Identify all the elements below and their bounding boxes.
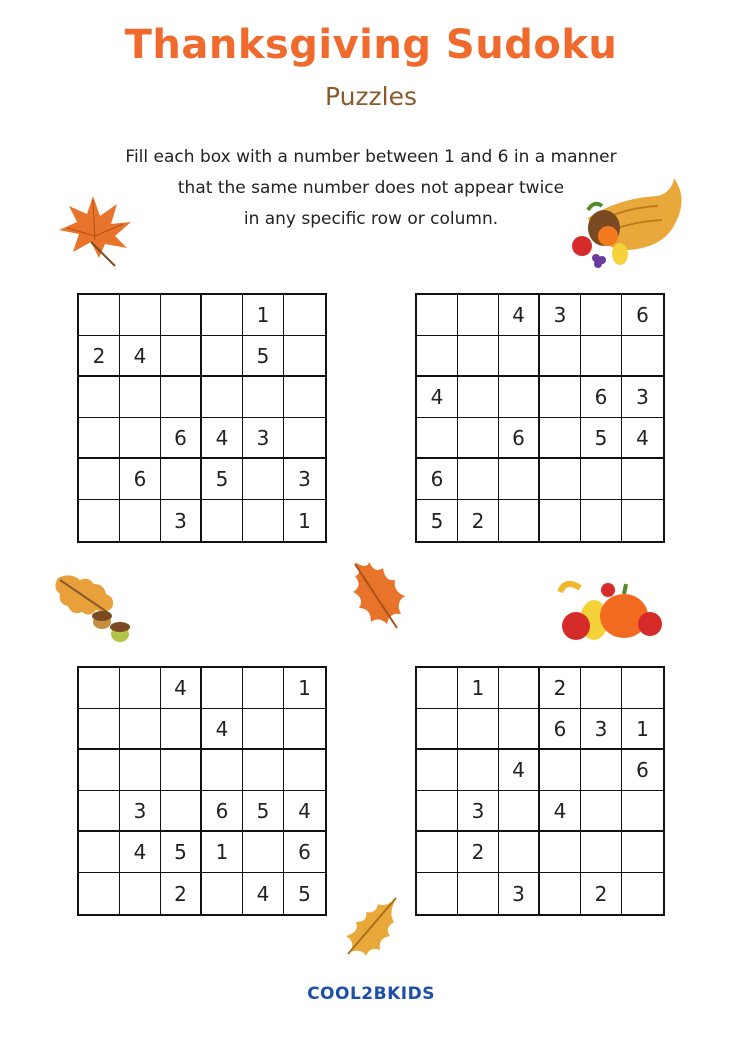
sudoku-cell[interactable] (499, 709, 540, 750)
sudoku-cell[interactable] (417, 832, 458, 873)
sudoku-cell[interactable]: 4 (417, 377, 458, 418)
sudoku-cell[interactable]: 4 (284, 791, 325, 832)
instruction-line: in any specific row or column. (243, 209, 499, 229)
sudoku-cell[interactable] (417, 418, 458, 459)
sudoku-cell[interactable] (161, 750, 202, 791)
sudoku-cell[interactable] (120, 750, 161, 791)
sudoku-cell[interactable] (161, 336, 202, 377)
sudoku-cell[interactable]: 5 (161, 832, 202, 873)
logo-text: COOL (307, 984, 362, 1004)
sudoku-cell[interactable] (79, 418, 120, 459)
sudoku-cell[interactable] (79, 873, 120, 914)
sudoku-cell[interactable] (622, 873, 663, 914)
sudoku-cell[interactable] (458, 459, 499, 500)
sudoku-cell[interactable]: 3 (284, 459, 325, 500)
yellow-leaf-icon (338, 894, 402, 958)
sudoku-cell[interactable]: 2 (540, 668, 581, 709)
sudoku-cell[interactable]: 5 (243, 791, 284, 832)
page-title: Thanksgiving Sudoku (124, 22, 618, 68)
sudoku-cell[interactable] (581, 832, 622, 873)
sudoku-cell[interactable]: 1 (622, 709, 663, 750)
sudoku-cell[interactable] (581, 336, 622, 377)
sudoku-cell[interactable]: 4 (499, 750, 540, 791)
sudoku-cell[interactable] (243, 500, 284, 541)
sudoku-cell[interactable]: 4 (499, 295, 540, 336)
sudoku-cell[interactable] (540, 336, 581, 377)
sudoku-cell[interactable] (622, 459, 663, 500)
sudoku-cell[interactable] (417, 668, 458, 709)
sudoku-puzzle-3 (77, 666, 327, 916)
sudoku-cell[interactable]: 4 (243, 873, 284, 914)
sudoku-cell[interactable] (622, 791, 663, 832)
sudoku-cell[interactable]: 6 (202, 791, 243, 832)
sudoku-cell[interactable] (581, 791, 622, 832)
sudoku-cell[interactable]: 6 (622, 295, 663, 336)
sudoku-cell[interactable]: 1 (202, 832, 243, 873)
sudoku-cell[interactable] (284, 709, 325, 750)
sudoku-cell[interactable] (622, 668, 663, 709)
sudoku-cell[interactable] (243, 832, 284, 873)
sudoku-cell[interactable]: 4 (202, 709, 243, 750)
sudoku-cell[interactable]: 2 (458, 500, 499, 541)
sudoku-cell[interactable] (581, 500, 622, 541)
sudoku-cell[interactable]: 5 (581, 418, 622, 459)
sudoku-cell[interactable] (622, 832, 663, 873)
sudoku-cell[interactable] (458, 336, 499, 377)
instruction-line: Fill each box with a number between 1 and 6 in a manner (125, 147, 617, 167)
sudoku-cell[interactable] (243, 668, 284, 709)
sudoku-puzzle-1 (77, 293, 327, 543)
sudoku-cell[interactable]: 5 (298, 881, 311, 906)
sudoku-cell[interactable] (120, 668, 161, 709)
sudoku-cell[interactable] (202, 295, 243, 336)
sudoku-cell[interactable] (458, 377, 499, 418)
sudoku-cell[interactable] (120, 377, 161, 418)
sudoku-cell[interactable] (120, 418, 161, 459)
sudoku-cell[interactable] (79, 500, 120, 541)
sudoku-cell[interactable] (499, 500, 540, 541)
sudoku-cell[interactable] (458, 873, 499, 914)
sudoku-cell[interactable] (622, 500, 663, 541)
sudoku-cell[interactable] (458, 295, 499, 336)
sudoku-cell[interactable] (540, 832, 581, 873)
sudoku-cell[interactable]: 2 (458, 832, 499, 873)
sudoku-cell[interactable]: 2 (161, 873, 202, 914)
sudoku-cell[interactable] (284, 750, 325, 791)
sudoku-cell[interactable] (79, 832, 120, 873)
sudoku-cell[interactable] (79, 377, 120, 418)
sudoku-cell[interactable] (202, 750, 243, 791)
cornucopia-icon (568, 178, 688, 270)
sudoku-cell[interactable] (417, 336, 458, 377)
sudoku-cell[interactable] (243, 709, 284, 750)
sudoku-puzzle-4 (415, 666, 665, 916)
sudoku-cell[interactable] (120, 709, 161, 750)
sudoku-cell[interactable]: 4 (622, 418, 663, 459)
sudoku-cell[interactable] (581, 750, 622, 791)
sudoku-cell[interactable] (79, 295, 120, 336)
sudoku-cell[interactable] (284, 377, 325, 418)
sudoku-cell[interactable] (161, 295, 202, 336)
sudoku-cell[interactable] (417, 791, 458, 832)
sudoku-cell[interactable]: 6 (581, 377, 622, 418)
sudoku-cell[interactable] (540, 377, 581, 418)
sudoku-cell[interactable] (499, 791, 540, 832)
sudoku-cell[interactable] (581, 295, 622, 336)
sudoku-cell[interactable] (417, 295, 458, 336)
sudoku-cell[interactable] (161, 459, 202, 500)
sudoku-cell[interactable]: 6 (622, 750, 663, 791)
logo-text: BKIDS (373, 984, 435, 1004)
sudoku-cell[interactable]: 6 (540, 709, 581, 750)
sudoku-puzzle-2 (415, 293, 665, 543)
sudoku-cell[interactable]: 2 (581, 873, 622, 914)
sudoku-cell[interactable]: 3 (622, 377, 663, 418)
autumn-leaf-icon (345, 558, 413, 636)
sudoku-cell[interactable] (499, 336, 540, 377)
brand-logo (0, 984, 742, 1004)
sudoku-cell[interactable] (284, 336, 325, 377)
logo-text: 2 (361, 984, 374, 1004)
sudoku-cell[interactable]: 1 (284, 668, 325, 709)
sudoku-cell[interactable] (79, 668, 120, 709)
sudoku-cell[interactable] (458, 750, 499, 791)
sudoku-cell[interactable]: 6 (284, 832, 325, 873)
sudoku-cell[interactable]: 3 (243, 418, 284, 459)
sudoku-cell[interactable]: 6 (120, 459, 161, 500)
sudoku-cell[interactable] (458, 709, 499, 750)
pumpkin-apples-icon (556, 578, 668, 642)
sudoku-cell[interactable]: 1 (458, 668, 499, 709)
sudoku-cell[interactable] (499, 377, 540, 418)
sudoku-cell[interactable]: 3 (499, 873, 540, 914)
sudoku-cell[interactable] (79, 709, 120, 750)
oak-leaf-acorn-icon (52, 570, 134, 648)
sudoku-cell[interactable]: 3 (540, 295, 581, 336)
sudoku-cell[interactable] (540, 459, 581, 500)
sudoku-cell[interactable]: 3 (161, 500, 202, 541)
sudoku-cell[interactable] (540, 418, 581, 459)
sudoku-cell[interactable] (622, 336, 663, 377)
sudoku-cell[interactable]: 6 (499, 418, 540, 459)
sudoku-cell[interactable] (540, 750, 581, 791)
sudoku-cell[interactable] (202, 668, 243, 709)
sudoku-cell[interactable] (202, 500, 243, 541)
sudoku-cell[interactable] (120, 873, 161, 914)
sudoku-cell[interactable] (79, 791, 120, 832)
sudoku-cell[interactable]: 1 (298, 508, 311, 533)
sudoku-cell[interactable] (202, 873, 243, 914)
sudoku-cell[interactable] (417, 873, 458, 914)
sudoku-cell[interactable]: 4 (120, 336, 161, 377)
sudoku-cell[interactable] (120, 295, 161, 336)
sudoku-cell[interactable]: 5 (417, 500, 458, 541)
sudoku-cell[interactable]: 5 (202, 459, 243, 500)
sudoku-cell[interactable] (120, 500, 161, 541)
page-subtitle: Puzzles (324, 82, 418, 111)
sudoku-cell[interactable] (284, 295, 325, 336)
sudoku-cell[interactable]: 4 (540, 791, 581, 832)
sudoku-cell[interactable] (417, 709, 458, 750)
sudoku-cell[interactable]: 4 (120, 832, 161, 873)
sudoku-cell[interactable]: 5 (243, 336, 284, 377)
sudoku-cell[interactable] (581, 668, 622, 709)
sudoku-cell[interactable] (284, 418, 325, 459)
sudoku-cell[interactable]: 3 (458, 791, 499, 832)
sudoku-cell[interactable]: 3 (120, 791, 161, 832)
sudoku-cell[interactable]: 6 (417, 459, 458, 500)
sudoku-cell[interactable] (458, 418, 499, 459)
sudoku-cell[interactable] (581, 459, 622, 500)
sudoku-cell[interactable] (243, 750, 284, 791)
sudoku-cell[interactable] (202, 336, 243, 377)
sudoku-cell[interactable] (243, 459, 284, 500)
sudoku-cell[interactable] (499, 832, 540, 873)
maple-leaf-icon (55, 192, 135, 268)
sudoku-cell[interactable] (79, 750, 120, 791)
sudoku-cell[interactable] (161, 377, 202, 418)
sudoku-cell[interactable]: 3 (581, 709, 622, 750)
sudoku-cell[interactable]: 4 (202, 418, 243, 459)
sudoku-cell[interactable] (161, 791, 202, 832)
sudoku-cell[interactable]: 4 (161, 668, 202, 709)
sudoku-cell[interactable]: 1 (243, 295, 284, 336)
sudoku-cell[interactable] (540, 500, 581, 541)
sudoku-cell[interactable] (161, 709, 202, 750)
sudoku-cell[interactable]: 6 (161, 418, 202, 459)
sudoku-cell[interactable] (202, 377, 243, 418)
sudoku-cell[interactable] (243, 377, 284, 418)
sudoku-cell[interactable] (540, 873, 581, 914)
instruction-line: that the same number does not appear twice (177, 178, 565, 198)
sudoku-cell[interactable] (499, 668, 540, 709)
sudoku-cell[interactable] (79, 459, 120, 500)
sudoku-cell[interactable] (499, 459, 540, 500)
sudoku-cell[interactable] (417, 750, 458, 791)
sudoku-cell[interactable]: 2 (79, 336, 120, 377)
